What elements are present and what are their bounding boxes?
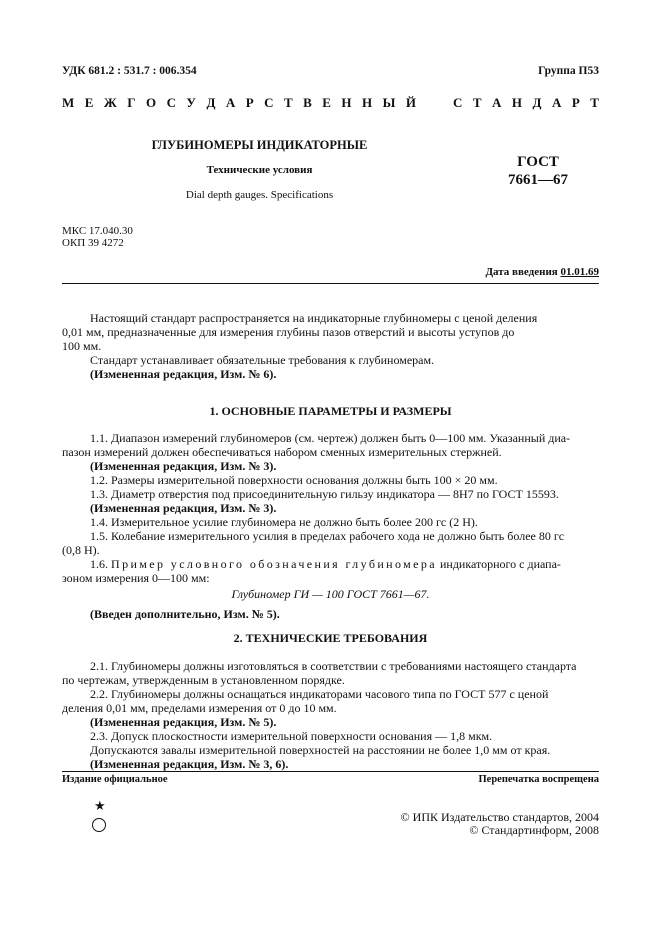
star-icon: ★ bbox=[94, 798, 106, 813]
banner-letter: С bbox=[166, 95, 176, 110]
clause-1-1-line-1: 1.1. Диапазон измерений глубиномеров (см. чертеж) должен быть 0—100 мм. Указанный диа- bbox=[90, 431, 571, 445]
clause-2-2-line-2: деления 0,01 мм, пределами измерения от 0 до 10 мм. bbox=[62, 701, 337, 715]
banner-letter: Е bbox=[84, 95, 94, 110]
clause-2-3-edit-note: (Измененная редакция, Изм. № 3, 6). bbox=[90, 757, 289, 771]
document-title-english: Dial depth gauges. Specifications bbox=[185, 189, 334, 201]
clause-1-1-edit-note: (Измененная редакция, Изм. № 3). bbox=[90, 459, 277, 473]
okp-code: ОКП 39 4272 bbox=[62, 237, 124, 249]
gost-number: 7661—67 bbox=[508, 172, 568, 188]
clause-2-1-line-2: по чертежам, утвержденным в установленном порядке. bbox=[62, 673, 345, 687]
banner-letter: Т bbox=[284, 95, 293, 110]
reprint-prohibited-label: Перепечатка воспрещена bbox=[478, 774, 599, 785]
clause-1-6-spaced-text: Пример условного обозначения глубиномера bbox=[111, 557, 437, 571]
clause-2-1-line-1: 2.1. Глубиномеры должны изготовляться в соответствии с требованиями настоящего стандарта bbox=[90, 659, 577, 673]
standard-type-banner bbox=[62, 96, 599, 110]
banner-letter: Р bbox=[571, 95, 580, 110]
clause-1-6-added-note: (Введен дополнительно, Изм. № 5). bbox=[90, 607, 280, 621]
banner-letter: Д bbox=[532, 95, 542, 110]
banner-letter: Н bbox=[362, 95, 373, 110]
intro-line-1: Настоящий стандарт распространяется на индикаторные глубиномеры с ценой деления bbox=[90, 311, 538, 325]
udk-code: УДК 681.2 : 531.7 : 006.354 bbox=[62, 65, 197, 77]
banner-letter: А bbox=[551, 95, 562, 110]
banner-letter: Т bbox=[472, 95, 482, 110]
banner-letter: А bbox=[225, 95, 236, 110]
banner-letter: Н bbox=[341, 95, 352, 110]
banner-letter: А bbox=[492, 95, 502, 110]
banner-letter: С bbox=[264, 95, 274, 110]
banner-letter: В bbox=[303, 95, 312, 110]
banner-letter: Ж bbox=[103, 95, 117, 110]
banner-letter: Т bbox=[590, 95, 599, 110]
section-1-heading: 1. ОСНОВНЫЕ ПАРАМЕТРЫ И РАЗМЕРЫ bbox=[209, 404, 452, 418]
clause-2-3: 2.3. Допуск плоскостности измерительной поверхности основания — 1,8 мкм. bbox=[90, 729, 493, 743]
introduction-date-value: 01.01.69 bbox=[560, 266, 599, 278]
official-edition-label: Издание официальное bbox=[62, 774, 168, 785]
clause-1-5-line-2: (0,8 Н). bbox=[62, 543, 100, 557]
clause-2-2-edit-note: (Измененная редакция, Изм. № 5). bbox=[90, 715, 277, 729]
clause-1-4: 1.4. Измерительное усилие глубиномера не должно быть более 200 гс (2 Н). bbox=[90, 515, 478, 529]
gost-designation bbox=[488, 153, 588, 189]
clause-1-6-line-1 bbox=[62, 557, 599, 571]
group-code: Группа П53 bbox=[538, 65, 599, 77]
footer-divider bbox=[62, 771, 599, 772]
introduction-date-label: Дата введения bbox=[485, 266, 558, 278]
circle-icon bbox=[92, 818, 106, 832]
header-divider bbox=[62, 283, 599, 284]
document-subtitle: Технические условия bbox=[206, 164, 313, 176]
introduction-date bbox=[485, 265, 599, 279]
banner-letter: М bbox=[62, 95, 75, 110]
clause-2-2-line-1: 2.2. Глубиномеры должны оснащаться индикаторами часового типа по ГОСТ 577 с ценой bbox=[90, 687, 549, 701]
copyright-standartinform: © Стандартинформ, 2008 bbox=[469, 823, 599, 837]
banner-letter: Ы bbox=[382, 95, 396, 110]
clause-1-6-number: 1.6. bbox=[90, 557, 108, 571]
clause-1-5-line-1: 1.5. Колебание измерительного усилия в пределах рабочего хода не должно быть более 80 гс bbox=[90, 529, 565, 543]
clause-1-1-line-2: пазон измерений должен обеспечиваться набором сменных измерительных стержней. bbox=[62, 445, 502, 459]
intro-line-2: 0,01 мм, предназначенные для измерения глубины пазов отверстий и высоты уступов до bbox=[62, 325, 515, 339]
banner-letter: О bbox=[145, 95, 157, 110]
clause-1-3-edit-note: (Измененная редакция, Изм. № 3). bbox=[90, 501, 277, 515]
classification-codes bbox=[62, 225, 133, 249]
clause-1-3: 1.3. Диаметр отверстия под присоединительную гильзу индикатора — 8Н7 по ГОСТ 15593. bbox=[90, 487, 559, 501]
banner-letter: С bbox=[453, 95, 463, 110]
banner-letter: Е bbox=[322, 95, 331, 110]
intro-edit-note: (Измененная редакция, Изм. № 6). bbox=[90, 367, 277, 381]
gost-label: ГОСТ bbox=[517, 154, 559, 170]
banner-letter: Й bbox=[405, 95, 416, 110]
banner-letter: Д bbox=[206, 95, 216, 110]
standard-type-word-1 bbox=[62, 96, 416, 110]
banner-letter: У bbox=[186, 95, 196, 110]
clause-1-6-line-2: зоном измерения 0—100 мм: bbox=[62, 571, 210, 585]
section-2-heading: 2. ТЕХНИЧЕСКИЕ ТРЕБОВАНИЯ bbox=[233, 631, 428, 645]
clause-1-2: 1.2. Размеры измерительной поверхности основания должны быть 100 × 20 мм. bbox=[90, 473, 498, 487]
banner-letter: Г bbox=[127, 95, 136, 110]
designation-example: Глубиномер ГИ — 100 ГОСТ 7661—67. bbox=[231, 587, 430, 601]
mks-code: МКС 17.040.30 bbox=[62, 225, 133, 237]
banner-letter: Р bbox=[245, 95, 254, 110]
clause-2-3-tolerance: Допускаются завалы измерительной поверхностей на расстоянии не более 1,0 мм от края. bbox=[90, 743, 551, 757]
document-title: ГЛУБИНОМЕРЫ ИНДИКАТОРНЫЕ bbox=[151, 138, 368, 152]
intro-line-3: 100 мм. bbox=[62, 339, 102, 353]
copyright-ipk: © ИПК Издательство стандартов, 2004 bbox=[400, 810, 599, 824]
intro-scope: Стандарт устанавливает обязательные требования к глубиномерам. bbox=[90, 353, 435, 367]
standard-type-word-2 bbox=[453, 96, 599, 110]
clause-1-6-rest: индикаторного с диапа- bbox=[439, 557, 561, 571]
banner-letter: Н bbox=[511, 95, 523, 110]
